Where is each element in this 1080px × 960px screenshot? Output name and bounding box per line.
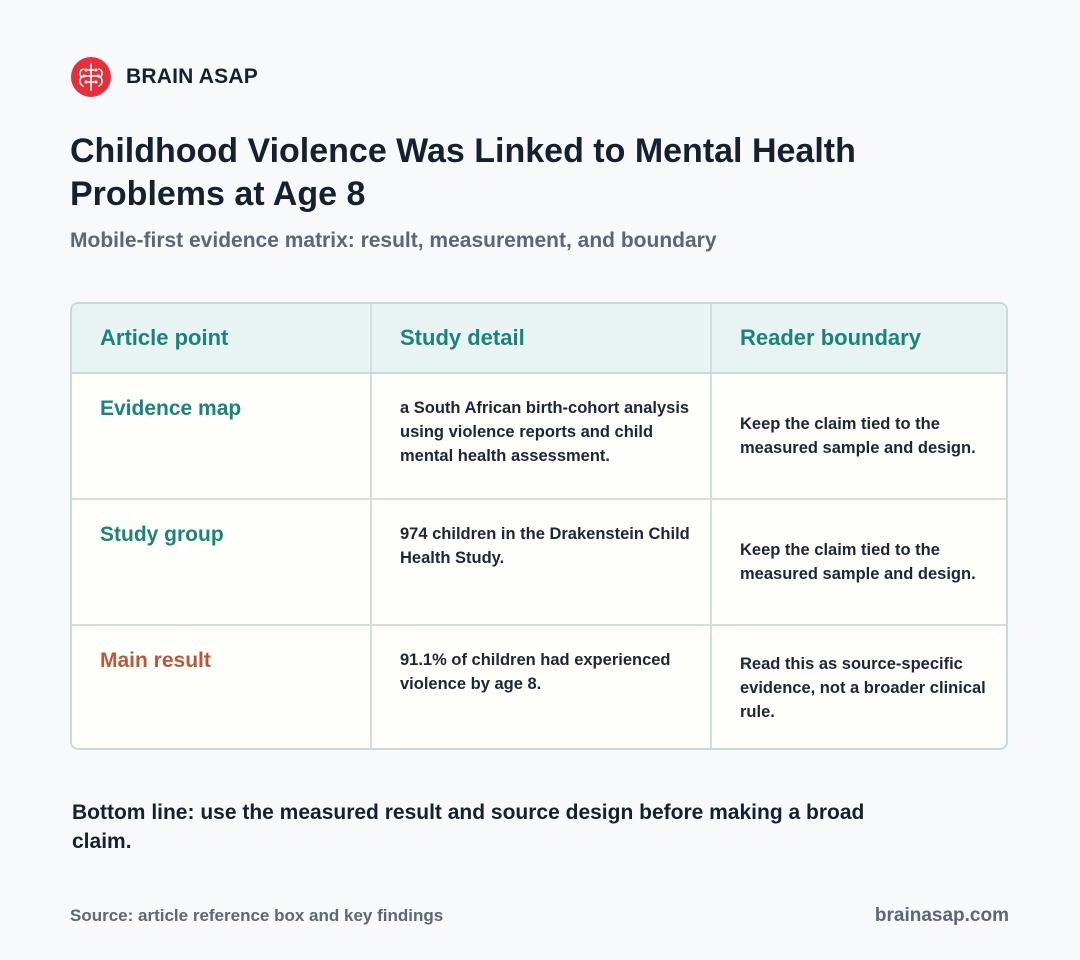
article-point-cell: Evidence map <box>72 374 372 498</box>
table-row <box>72 500 1006 626</box>
page-subtitle: Mobile-first evidence matrix: result, measurement, and boundary <box>70 229 717 252</box>
source-note: Source: article reference box and key findings <box>70 906 444 925</box>
column-header-reader-boundary: Reader boundary <box>740 325 921 350</box>
column-header-article-point: Article point <box>72 304 372 372</box>
column-header-study-detail: Study detail <box>372 304 712 372</box>
table-row <box>72 374 1006 500</box>
page-title: Childhood Violence Was Linked to Mental Health Problems at Age 8 <box>70 132 856 213</box>
reader-boundary-cell: Keep the claim tied to the measured sample and design. <box>740 541 976 583</box>
evidence-matrix-table <box>70 302 1008 750</box>
reader-boundary-cell: Keep the claim tied to the measured sample and design. <box>740 415 976 457</box>
table-row <box>72 626 1006 750</box>
study-detail-cell: a South African birth-cohort analysis using violence reports and child mental health assessment. <box>372 374 712 498</box>
brand-header <box>70 56 258 98</box>
study-detail-cell: 91.1% of children had experienced violence by age 8. <box>372 626 712 750</box>
bottom-line-summary: Bottom line: use the measured result and source design before making a broad claim. <box>72 801 865 853</box>
brand-name: BRAIN ASAP <box>126 65 258 88</box>
table-header-row <box>72 304 1006 374</box>
brain-icon <box>70 56 112 98</box>
article-point-cell: Main result <box>72 626 372 750</box>
reader-boundary-cell: Read this as source-specific evidence, not a broader clinical rule. <box>740 655 986 721</box>
site-url: brainasap.com <box>874 905 1009 926</box>
study-detail-cell: 974 children in the Drakenstein Child Health Study. <box>372 500 712 624</box>
article-point-cell: Study group <box>72 500 372 624</box>
